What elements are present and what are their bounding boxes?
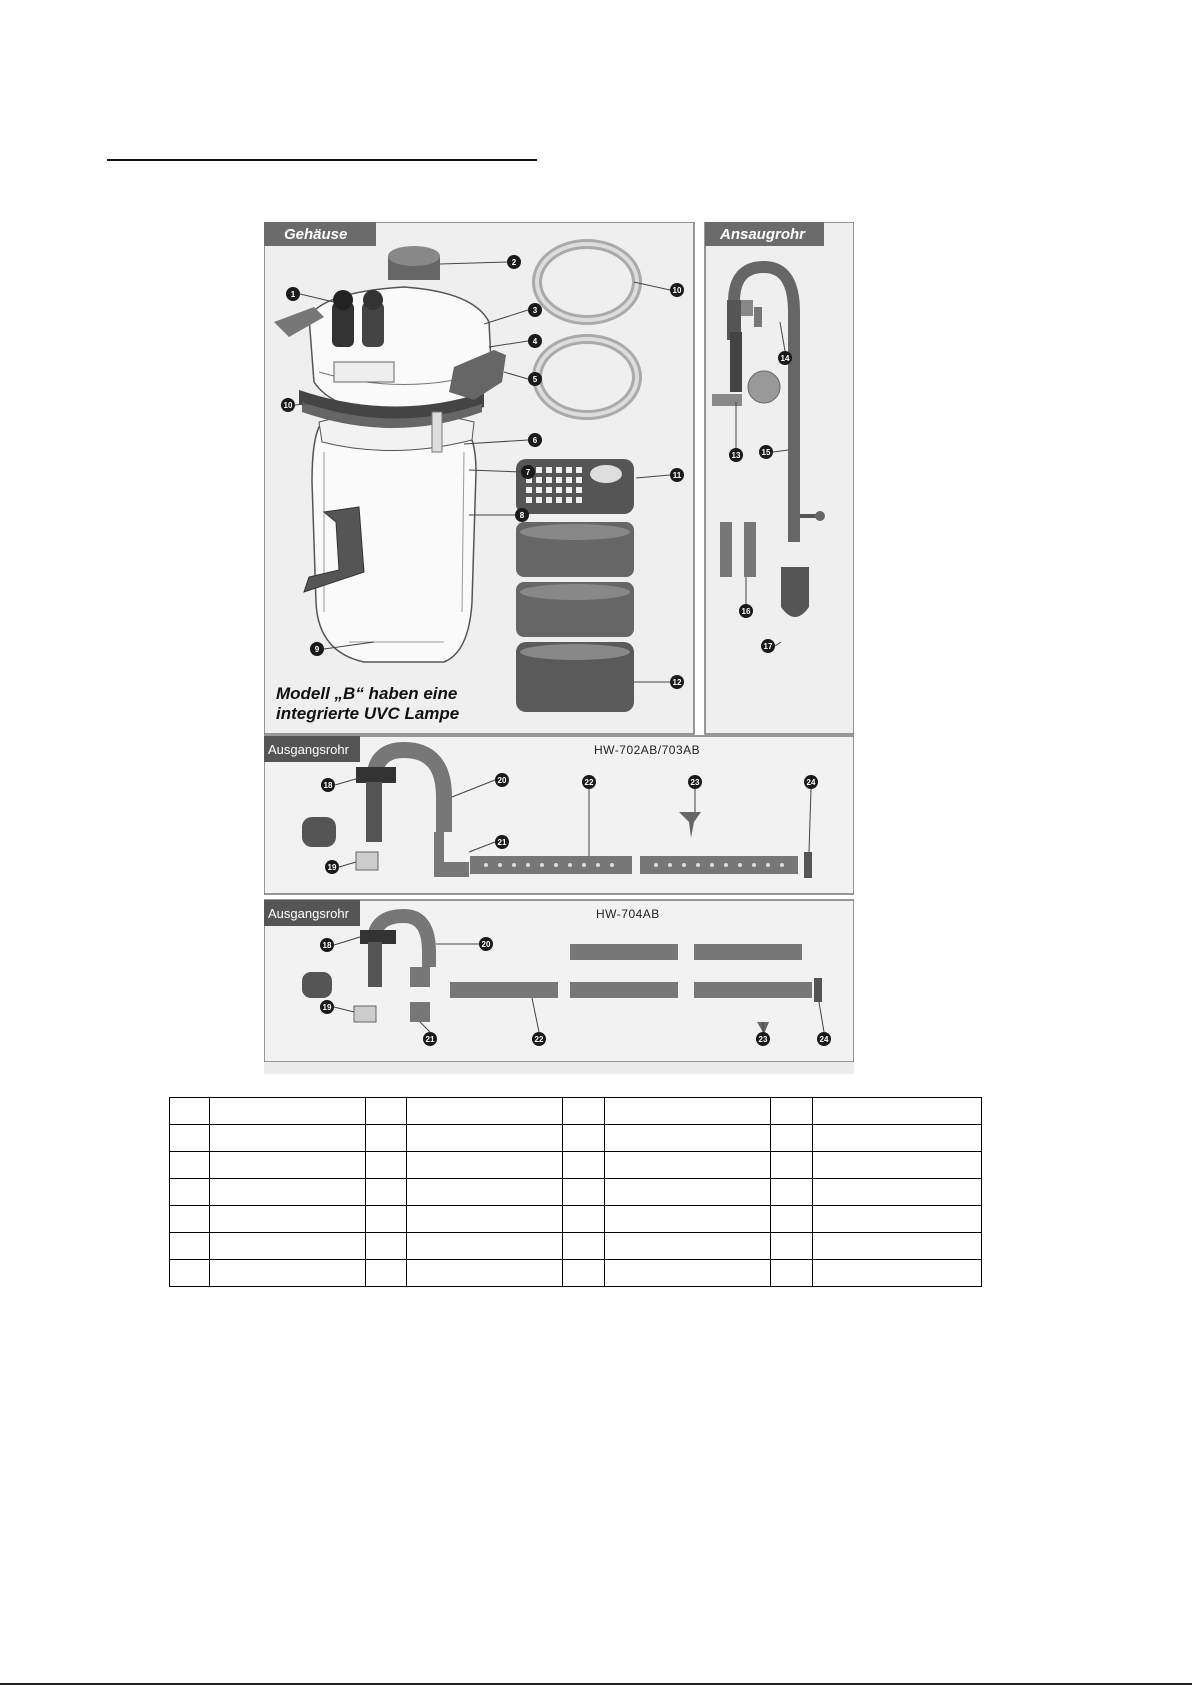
part-name-cell [407,1098,563,1125]
svg-text:4: 4 [532,337,538,346]
part-name-cell [605,1179,771,1206]
part-number-cell [771,1125,813,1152]
callout-18a [321,778,335,792]
svg-text:13: 13 [731,451,741,460]
callout-18b [320,938,334,952]
part-number-cell [366,1260,407,1287]
svg-text:22: 22 [534,1035,544,1044]
part-name-cell [407,1206,563,1233]
table-row [170,1098,982,1125]
part-name-cell [407,1152,563,1179]
svg-text:10: 10 [283,401,293,410]
svg-text:12: 12 [672,678,682,687]
part-name-cell [210,1206,366,1233]
part-number-cell [563,1233,605,1260]
callout-23a [688,775,702,789]
parts-table [169,1097,982,1287]
svg-text:6: 6 [532,436,538,445]
part-name-cell [407,1179,563,1206]
callout-19a [325,860,339,874]
part-name-cell [210,1098,366,1125]
svg-text:8: 8 [519,511,525,520]
svg-text:15: 15 [761,448,771,457]
callout-14 [778,351,792,365]
part-number-cell [563,1260,605,1287]
table-row [170,1233,982,1260]
svg-text:23: 23 [690,778,700,787]
svg-text:21: 21 [425,1035,435,1044]
part-number-cell [771,1260,813,1287]
callout-7 [521,465,535,479]
part-number-cell [771,1206,813,1233]
callout-10b [670,283,684,297]
svg-text:18: 18 [322,941,332,950]
callout-4 [528,334,542,348]
callout-11 [670,468,684,482]
part-number-cell [366,1152,407,1179]
svg-text:21: 21 [497,838,507,847]
part-number-cell [771,1233,813,1260]
part-number-cell [563,1152,605,1179]
part-number-cell [366,1125,407,1152]
callout-24b [817,1032,831,1046]
svg-text:22: 22 [584,778,594,787]
svg-text:2: 2 [511,258,517,267]
svg-text:19: 19 [327,863,337,872]
part-number-cell [771,1098,813,1125]
part-name-cell [605,1206,771,1233]
intake-panel [705,222,854,734]
part-name-cell [407,1125,563,1152]
part-name-cell [813,1233,982,1260]
heading-underline [107,159,537,161]
svg-text:14: 14 [780,354,790,363]
table-row [170,1260,982,1287]
part-number-cell [563,1206,605,1233]
part-name-cell [407,1233,563,1260]
callout-22a [582,775,596,789]
part-number-cell [366,1098,407,1125]
callout-12 [670,675,684,689]
part-name-cell [605,1125,771,1152]
part-number-cell [366,1179,407,1206]
part-number-cell [771,1152,813,1179]
callout-3 [528,303,542,317]
part-name-cell [210,1233,366,1260]
model-tag-a: HW-702AB/703AB [594,743,701,757]
part-name-cell [605,1260,771,1287]
callout-15 [759,445,773,459]
part-name-cell [210,1260,366,1287]
callout-20b [479,937,493,951]
model-tag-b: HW-704AB [596,907,660,921]
table-row [170,1152,982,1179]
svg-text:10: 10 [672,286,682,295]
callout-2 [507,255,521,269]
callout-21b [423,1032,437,1046]
svg-text:23: 23 [758,1035,768,1044]
svg-text:17: 17 [763,642,773,651]
part-name-cell [813,1098,982,1125]
svg-text:7: 7 [525,468,531,477]
callout-1 [286,287,300,301]
parts-diagram [264,222,854,1074]
intake-label: Ansaugrohr [720,226,806,243]
part-number-cell [170,1206,210,1233]
part-name-cell [210,1179,366,1206]
part-name-cell [605,1098,771,1125]
part-number-cell [563,1179,605,1206]
callout-21a [495,835,509,849]
part-name-cell [605,1152,771,1179]
callout-23b [756,1032,770,1046]
part-number-cell [563,1098,605,1125]
outlet-b-label: Ausgangsrohr [268,906,349,921]
callout-20a [495,773,509,787]
part-number-cell [563,1125,605,1152]
part-name-cell [407,1260,563,1287]
svg-text:20: 20 [481,940,491,949]
callout-24a [804,775,818,789]
callout-5 [528,372,542,386]
part-name-cell [813,1206,982,1233]
svg-text:11: 11 [672,471,682,480]
table-row [170,1125,982,1152]
svg-text:24: 24 [806,778,816,787]
part-name-cell [605,1233,771,1260]
callout-10a [281,398,295,412]
model-note-line2: integrierte UVC Lampe [276,704,460,723]
part-number-cell [170,1233,210,1260]
callout-13 [729,448,743,462]
callout-9 [310,642,324,656]
part-name-cell [813,1152,982,1179]
table-row [170,1179,982,1206]
callout-8 [515,508,529,522]
svg-text:3: 3 [532,306,538,315]
part-number-cell [170,1260,210,1287]
part-number-cell [771,1179,813,1206]
part-name-cell [813,1125,982,1152]
callout-6 [528,433,542,447]
svg-text:18: 18 [323,781,333,790]
callout-19b [320,1000,334,1014]
callout-16 [739,604,753,618]
svg-text:19: 19 [322,1003,332,1012]
model-note-line1: Modell „B“ haben eine [276,684,458,703]
svg-text:5: 5 [532,375,538,384]
part-number-cell [170,1179,210,1206]
outlet-a-label: Ausgangsrohr [268,742,349,757]
part-number-cell [170,1152,210,1179]
part-name-cell [813,1179,982,1206]
part-name-cell [813,1260,982,1287]
svg-text:20: 20 [497,776,507,785]
part-name-cell [210,1125,366,1152]
table-row [170,1206,982,1233]
part-number-cell [366,1233,407,1260]
filter-basket-illustration [516,459,634,712]
part-name-cell [210,1152,366,1179]
svg-text:9: 9 [314,645,320,654]
part-number-cell [366,1206,407,1233]
svg-text:1: 1 [290,290,296,299]
housing-label: Gehäuse [284,226,348,243]
svg-text:24: 24 [819,1035,829,1044]
part-number-cell [170,1098,210,1125]
svg-text:16: 16 [741,607,751,616]
callout-22b [532,1032,546,1046]
callout-17 [761,639,775,653]
part-number-cell [170,1125,210,1152]
